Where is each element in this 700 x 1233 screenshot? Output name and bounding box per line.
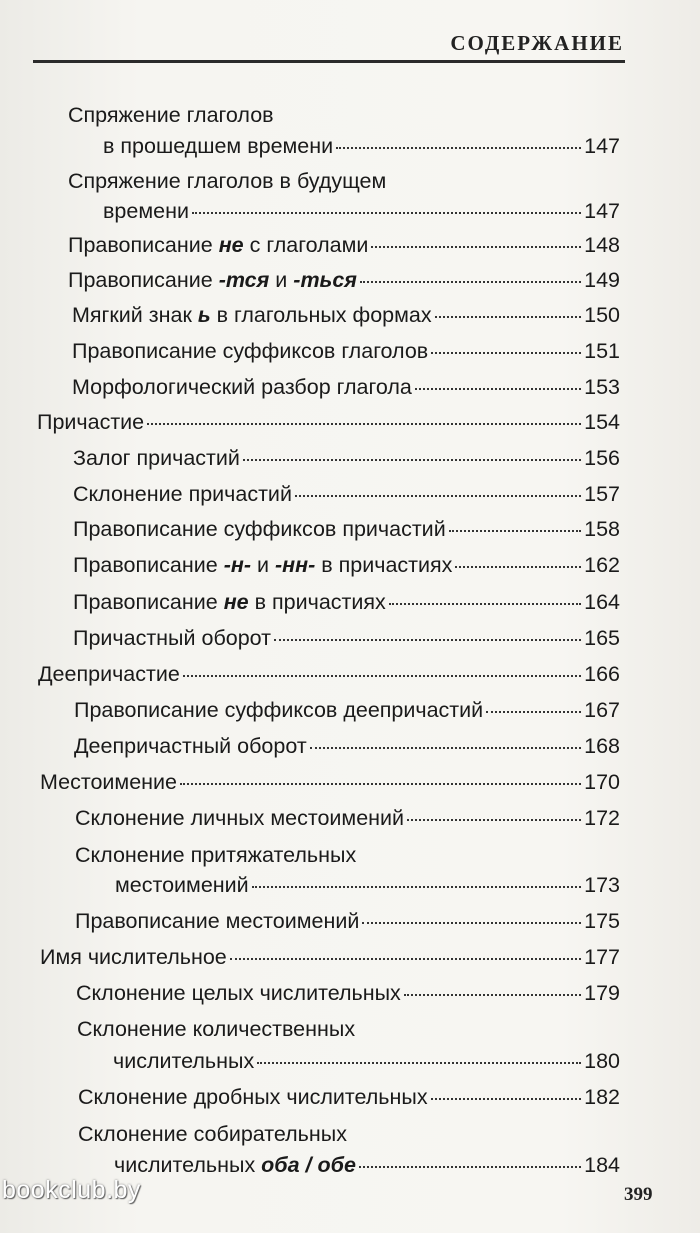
dot-leader [360,281,581,283]
toc-entry [113,1048,620,1075]
toc-page-number: 164 [584,590,620,614]
toc-page-number: 156 [584,446,620,470]
page-number: 399 [624,1184,653,1205]
toc-page-number: 184 [584,1153,620,1177]
toc-entry-title [73,589,386,616]
emphasis-text: не [218,233,244,257]
title-text: и [269,268,294,292]
toc-entry-title: Правописание суффиксов деепричастий [74,698,484,722]
toc-entry-line: Спряжение глаголов в будущем [68,169,387,193]
header-rule [33,60,625,63]
toc-entry-line: Склонение количественных [77,1017,356,1041]
toc-page-number: 158 [584,517,620,541]
toc-entry [73,516,620,543]
dot-leader [415,388,581,390]
toc-entry-title: Правописание суффиксов причастий [73,517,446,541]
toc-page-number: 167 [584,698,620,722]
emphasis-text: -тся [218,268,270,292]
toc-entry-title: Морфологический разбор глагола [72,375,412,399]
dot-leader [404,994,581,996]
toc-page-number: 177 [584,945,620,969]
toc-entry [74,733,620,760]
toc-page-number: 151 [584,339,620,363]
toc-entry-title [114,1152,356,1179]
section-header-title: СОДЕРЖАНИЕ [450,31,624,55]
toc-entry [74,697,620,724]
toc-entry [73,552,620,579]
toc-page-number: 148 [584,233,620,257]
toc-entry-title: в прошедшем времени [103,134,334,158]
toc-page-number: 168 [584,734,620,758]
toc-entry [73,589,620,616]
toc-entry [68,232,620,259]
toc-entry-title: времени [103,199,189,223]
toc-entry [68,267,620,294]
dot-leader [274,639,581,641]
toc-entry [114,1152,620,1179]
toc-entry-title: Правописание суффиксов глаголов [72,339,429,363]
emphasis-text: не [223,590,249,614]
title-text: с глаголами [243,233,369,257]
toc-page-number: 172 [584,806,620,830]
toc-entry-title: местоимений [115,873,249,897]
toc-page-number: 149 [584,268,620,292]
title-text: Правописание [68,233,219,257]
toc-entry-title: Правописание местоимений [75,909,360,933]
toc-entry [73,481,620,508]
emphasis-text: -нн- [274,553,316,577]
dot-leader [243,459,581,461]
toc-entry-line: Склонение собирательных [78,1122,347,1146]
toc-section-entry [37,409,620,436]
dot-leader [359,1166,581,1168]
toc-section-title: Местоимение [40,770,178,794]
emphasis-text: -н- [223,553,251,577]
toc-page-number: 173 [584,873,620,897]
dot-leader [449,530,581,532]
title-text: Мягкий знак [72,303,198,327]
title-text: в глагольных формах [210,303,432,327]
dot-leader [486,711,581,713]
toc-entry-title: Причастный оборот [73,626,272,650]
toc-page-number: 182 [584,1085,620,1109]
emphasis-text: ь [197,303,211,327]
toc-entry-title: Склонение дробных числительных [78,1085,428,1109]
toc-page-number: 175 [584,909,620,933]
toc-page-number: 165 [584,626,620,650]
dot-leader [435,316,582,318]
dot-leader [455,566,581,568]
toc-page-number: 157 [584,482,620,506]
title-text: и [251,553,275,577]
toc-entry-line: Склонение притяжательных [75,843,357,867]
toc-page-number: 166 [584,662,620,686]
title-text: Правописание [73,590,224,614]
emphasis-text: -ться [293,268,357,292]
dot-leader [252,886,581,888]
dot-leader [230,958,581,960]
toc-section-entry [40,769,620,796]
toc-entry [72,338,620,365]
dot-leader [431,1098,582,1100]
toc-entry [103,198,620,225]
dot-leader [389,603,581,605]
toc-page-number: 162 [584,553,620,577]
toc-section-title: Имя числительное [40,945,227,969]
toc-entry [78,1084,620,1111]
toc-page-number: 154 [584,410,620,434]
toc-entry [103,133,620,160]
toc-entry [115,872,620,899]
toc-page-number: 170 [584,770,620,794]
toc-entry-title: Склонение причастий [73,482,292,506]
dot-leader [310,747,581,749]
dot-leader [147,423,581,425]
title-text: в причастиях [248,590,386,614]
title-text: числительных [114,1153,262,1177]
toc-page-number: 179 [584,981,620,1005]
title-text: Правописание [73,553,224,577]
toc-entry-title: числительных [113,1049,255,1073]
watermark-text: bookclub.by [2,1176,141,1204]
dot-leader [295,495,581,497]
toc-page-number: 147 [584,134,620,158]
dot-leader [180,783,581,785]
toc-entry [72,302,620,329]
dot-leader [407,819,581,821]
toc-entry-title: Склонение личных местоимений [75,806,405,830]
toc-entry [72,374,620,401]
toc-page-number: 180 [584,1049,620,1073]
toc-section-title: Причастие [37,410,145,434]
dot-leader [371,246,581,248]
toc-page-number: 150 [584,303,620,327]
toc-entry-title [68,232,368,259]
toc-entry-title: Залог причастий [73,446,240,470]
emphasis-text: оба / обе [261,1153,356,1177]
toc-entry-title: Склонение целых числительных [76,981,401,1005]
dot-leader [431,352,581,354]
title-text: Правописание [68,268,219,292]
title-text: в причастиях [315,553,453,577]
toc-page-number: 147 [584,199,620,223]
dot-leader [362,922,581,924]
toc-entry [75,805,620,832]
toc-entry [73,625,620,652]
toc-section-entry [38,661,620,688]
toc-entry [75,908,620,935]
toc-entry [76,980,620,1007]
toc-entry-title [68,267,357,294]
dot-leader [257,1062,581,1064]
toc-section-title: Деепричастие [38,662,180,686]
dot-leader [183,675,581,677]
toc-entry [73,445,620,472]
toc-entry-line: Спряжение глаголов [68,103,274,127]
toc-entry-title [73,552,452,579]
toc-section-entry [40,944,620,971]
toc-entry-title: Деепричастный оборот [74,734,307,758]
toc-page-number: 153 [584,375,620,399]
dot-leader [336,147,581,149]
toc-entry-title [72,302,432,329]
dot-leader [192,212,581,214]
